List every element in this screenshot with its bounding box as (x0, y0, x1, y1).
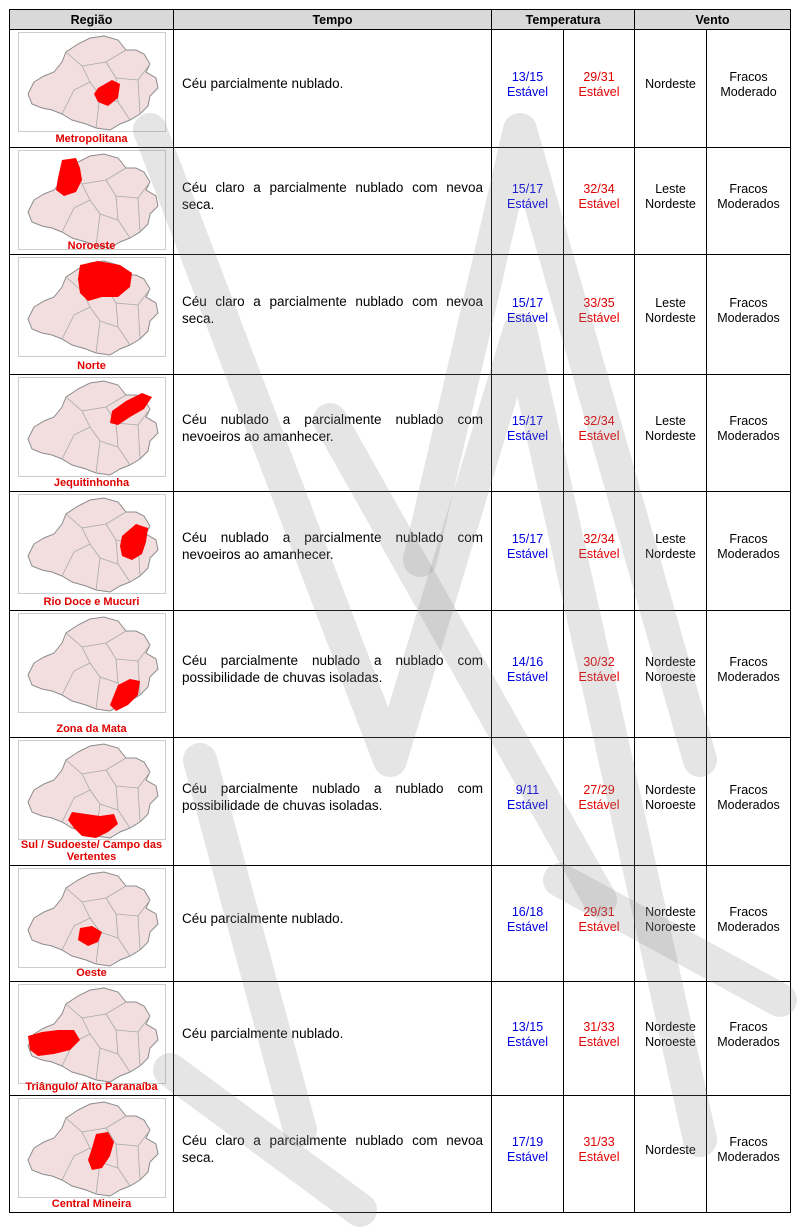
wind-direction: Nordeste (645, 197, 696, 211)
wind-direction: Nordeste (645, 1019, 696, 1034)
wind-speed: Moderados (717, 547, 780, 561)
wind-direction-block (635, 414, 706, 444)
min-temp-trend: Estável (507, 197, 548, 211)
wind-speed-cell (707, 1096, 791, 1213)
weather-cell (174, 866, 492, 982)
wind-direction: Leste (655, 414, 686, 428)
wind-speed-cell (707, 255, 791, 375)
min-temp-trend: Estável (507, 1034, 548, 1049)
min-temp-block (492, 182, 563, 212)
min-temp-value: 16/18 (511, 904, 544, 919)
forecast-row (10, 255, 791, 375)
region-name: Jequitinhonha (53, 477, 130, 489)
region-cell (10, 148, 174, 255)
wind-speed: Moderado (720, 84, 777, 99)
wind-direction-block (635, 1020, 706, 1050)
min-temp-value: 15/17 (511, 532, 544, 546)
max-temp-value: 27/29 (583, 782, 615, 797)
region-cell (10, 255, 174, 375)
wind-speed: Fracos (729, 295, 768, 310)
max-temp-cell (564, 30, 635, 148)
region-map (18, 150, 166, 250)
wind-direction-cell (635, 375, 707, 492)
region-cell (10, 30, 174, 148)
wind-direction-cell (635, 1096, 707, 1213)
region-map-image (18, 257, 166, 357)
wind-speed: Moderados (717, 310, 780, 325)
wind-direction-block (635, 296, 706, 326)
region-map-image (18, 740, 166, 840)
region-name: Metropolitana (55, 133, 128, 145)
wind-direction: Leste (655, 295, 686, 310)
max-temp-trend: Estável (578, 310, 620, 325)
wind-speed: Fracos (729, 904, 768, 919)
header-tempo: Tempo (174, 10, 492, 30)
min-temp-trend: Estável (507, 1150, 548, 1164)
min-temp-trend: Estável (507, 429, 548, 443)
region-map-image (18, 150, 166, 250)
region-name: Norte (77, 360, 106, 372)
min-temp-block (492, 296, 563, 326)
region-name: Triângulo/ Alto Paranaíba (25, 1081, 158, 1093)
max-temp-cell (564, 611, 635, 738)
wind-direction-cell (635, 492, 707, 611)
wind-speed: Fracos (729, 414, 768, 428)
min-temp-value: 13/15 (511, 1019, 544, 1034)
forecast-row (10, 148, 791, 255)
region-map (18, 494, 166, 594)
region-map (18, 740, 166, 840)
max-temp-cell (564, 866, 635, 982)
weather-description: Céu claro a parcialmente nublado com nevoa seca. (182, 180, 483, 212)
max-temp-cell (564, 148, 635, 255)
wind-speed: Moderados (717, 670, 780, 684)
weather-cell (174, 30, 492, 148)
min-temp-block (492, 783, 563, 813)
min-temp-value: 9/11 (515, 782, 540, 797)
region-map (18, 377, 166, 477)
wind-speed: Moderados (717, 197, 780, 211)
wind-speed-block (707, 414, 790, 444)
region-cell (10, 866, 174, 982)
weather-description: Céu claro a parcialmente nublado com nevoa seca. (182, 293, 483, 326)
min-temp-cell (492, 982, 564, 1096)
wind-direction-block (635, 655, 706, 685)
wind-speed-cell (707, 375, 791, 492)
region-cell (10, 611, 174, 738)
weather-cell (174, 611, 492, 738)
max-temp-value: 29/31 (583, 69, 615, 84)
wind-direction: Noroeste (645, 670, 696, 684)
wind-direction: Nordeste (645, 782, 696, 797)
wind-direction-cell (635, 30, 707, 148)
forecast-row (10, 611, 791, 738)
region-name: Central Mineira (51, 1198, 132, 1210)
min-temp-trend: Estável (507, 547, 548, 561)
region-name: Sul / Sudoeste/ Campo das Vertentes (20, 839, 163, 863)
region-cell (10, 492, 174, 611)
weather-cell (174, 738, 492, 866)
wind-speed-cell (707, 148, 791, 255)
wind-direction-cell (635, 611, 707, 738)
forecast-row (10, 30, 791, 148)
max-temp-cell (564, 1096, 635, 1213)
wind-speed: Fracos (729, 655, 768, 669)
wind-speed-block (707, 70, 790, 100)
weather-cell (174, 982, 492, 1096)
header-temperatura: Temperatura (492, 10, 635, 30)
wind-direction-cell (635, 866, 707, 982)
region-map (18, 32, 166, 132)
wind-speed-block (707, 905, 790, 935)
weather-description: Céu parcialmente nublado. (182, 911, 344, 926)
wind-direction: Noroeste (645, 797, 696, 812)
min-temp-cell (492, 30, 564, 148)
wind-speed: Moderados (717, 919, 780, 934)
max-temp-value: 31/33 (583, 1019, 615, 1034)
region-map (18, 257, 166, 357)
max-temp-trend: Estável (578, 797, 620, 812)
weather-description: Céu parcialmente nublado a nublado com possibilidade de chuvas isoladas. (182, 653, 483, 685)
min-temp-block (492, 905, 563, 935)
min-temp-block (492, 70, 563, 100)
max-temp-block (564, 70, 634, 100)
max-temp-block (564, 655, 634, 685)
region-map (18, 984, 166, 1084)
wind-speed-block (707, 182, 790, 212)
wind-direction-block (635, 77, 706, 92)
weather-cell (174, 492, 492, 611)
wind-direction: Leste (655, 182, 686, 196)
weather-cell (174, 375, 492, 492)
region-map-image (18, 613, 166, 713)
min-temp-value: 15/17 (511, 295, 544, 310)
wind-speed: Moderados (717, 1034, 780, 1049)
wind-speed-cell (707, 611, 791, 738)
region-name: Rio Doce e Mucuri (43, 596, 140, 608)
max-temp-value: 30/32 (583, 655, 615, 669)
max-temp-block (564, 532, 634, 562)
max-temp-value: 33/35 (583, 295, 615, 310)
weather-cell (174, 1096, 492, 1213)
max-temp-value: 32/34 (583, 414, 615, 428)
wind-direction-cell (635, 148, 707, 255)
wind-speed: Fracos (729, 1135, 768, 1149)
region-map-image (18, 377, 166, 477)
wind-speed-block (707, 296, 790, 326)
min-temp-value: 15/17 (511, 182, 544, 196)
region-name: Noroeste (67, 240, 116, 252)
wind-speed-cell (707, 866, 791, 982)
min-temp-cell (492, 611, 564, 738)
region-map-image (18, 984, 166, 1084)
weather-description: Céu nublado a parcialmente nublado com nevoeiros ao amanhecer. (182, 530, 483, 562)
header-regiao: Região (10, 10, 174, 30)
wind-speed: Moderados (717, 797, 780, 812)
wind-direction-cell (635, 982, 707, 1096)
forecast-table (9, 9, 791, 1213)
max-temp-value: 32/34 (583, 182, 615, 196)
region-name: Zona da Mata (56, 723, 127, 735)
wind-speed-cell (707, 982, 791, 1096)
max-temp-block (564, 296, 634, 326)
region-cell (10, 375, 174, 492)
region-map (18, 1098, 166, 1198)
region-name: Oeste (76, 967, 107, 979)
region-map-image (18, 494, 166, 594)
header-vento: Vento (635, 10, 791, 30)
wind-direction-block (635, 905, 706, 935)
min-temp-cell (492, 738, 564, 866)
weather-description: Céu parcialmente nublado a nublado com possibilidade de chuvas isoladas. (182, 780, 483, 813)
max-temp-trend: Estável (578, 919, 620, 934)
max-temp-trend: Estável (578, 197, 620, 211)
max-temp-block (564, 1135, 634, 1165)
weather-cell (174, 255, 492, 375)
min-temp-cell (492, 866, 564, 982)
min-temp-block (492, 1020, 563, 1050)
weather-cell (174, 148, 492, 255)
forecast-row (10, 1096, 791, 1213)
min-temp-cell (492, 375, 564, 492)
forecast-row (10, 492, 791, 611)
wind-direction: Nordeste (645, 547, 696, 561)
max-temp-trend: Estável (578, 1150, 620, 1164)
max-temp-trend: Estável (578, 1034, 620, 1049)
wind-direction-cell (635, 738, 707, 866)
min-temp-cell (492, 148, 564, 255)
max-temp-block (564, 1020, 634, 1050)
wind-speed-block (707, 1020, 790, 1050)
max-temp-cell (564, 738, 635, 866)
wind-speed-cell (707, 738, 791, 866)
min-temp-value: 17/19 (511, 1135, 544, 1149)
min-temp-block (492, 1135, 563, 1165)
weather-description: Céu claro a parcialmente nublado com nevoa seca. (182, 1133, 483, 1165)
wind-speed: Fracos (729, 532, 768, 546)
weather-description: Céu parcialmente nublado. (182, 76, 344, 91)
forecast-row (10, 738, 791, 866)
min-temp-block (492, 655, 563, 685)
max-temp-block (564, 783, 634, 813)
forecast-row (10, 375, 791, 492)
wind-direction: Noroeste (645, 919, 696, 934)
wind-direction: Leste (655, 532, 686, 546)
wind-direction-block (635, 182, 706, 212)
min-temp-trend: Estável (507, 84, 548, 99)
max-temp-value: 29/31 (583, 904, 615, 919)
min-temp-cell (492, 255, 564, 375)
max-temp-cell (564, 255, 635, 375)
weather-description: Céu parcialmente nublado. (182, 1026, 344, 1041)
min-temp-cell (492, 1096, 564, 1213)
max-temp-block (564, 182, 634, 212)
max-temp-trend: Estável (578, 429, 620, 443)
min-temp-block (492, 532, 563, 562)
region-map-image (18, 32, 166, 132)
max-temp-trend: Estável (578, 84, 620, 99)
wind-direction: Nordeste (645, 904, 696, 919)
wind-direction-block (635, 1143, 706, 1158)
region-map-image (18, 868, 166, 968)
wind-direction: Nordeste (645, 310, 696, 325)
forecast-row (10, 866, 791, 982)
min-temp-trend: Estável (507, 670, 548, 684)
max-temp-block (564, 905, 634, 935)
wind-direction: Noroeste (645, 1034, 696, 1049)
wind-speed-block (707, 1135, 790, 1165)
min-temp-trend: Estável (507, 919, 548, 934)
max-temp-value: 31/33 (583, 1135, 615, 1149)
region-cell (10, 982, 174, 1096)
min-temp-cell (492, 492, 564, 611)
region-map (18, 868, 166, 968)
wind-direction: Nordeste (645, 77, 696, 91)
wind-speed: Fracos (729, 182, 768, 196)
wind-speed-block (707, 532, 790, 562)
region-map (18, 613, 166, 713)
min-temp-trend: Estável (507, 310, 548, 325)
wind-speed-block (707, 783, 790, 813)
wind-direction: Nordeste (645, 429, 696, 443)
max-temp-trend: Estável (578, 670, 620, 684)
wind-speed: Fracos (729, 782, 768, 797)
wind-speed-cell (707, 30, 791, 148)
wind-direction: Nordeste (645, 1142, 696, 1157)
wind-direction-block (635, 783, 706, 813)
weather-description: Céu nublado a parcialmente nublado com nevoeiros ao amanhecer. (182, 412, 483, 444)
wind-speed: Fracos (729, 69, 768, 84)
min-temp-trend: Estável (507, 797, 548, 812)
min-temp-value: 14/16 (511, 655, 544, 669)
wind-speed-block (707, 655, 790, 685)
wind-speed: Moderados (717, 429, 780, 443)
max-temp-block (564, 414, 634, 444)
region-cell (10, 738, 174, 866)
max-temp-trend: Estável (578, 547, 620, 561)
forecast-row (10, 982, 791, 1096)
header-row (10, 10, 791, 30)
max-temp-cell (564, 375, 635, 492)
region-cell (10, 1096, 174, 1213)
wind-direction-block (635, 532, 706, 562)
min-temp-value: 13/15 (511, 69, 544, 84)
wind-speed: Moderados (717, 1150, 780, 1164)
wind-direction-cell (635, 255, 707, 375)
max-temp-value: 32/34 (583, 532, 615, 546)
wind-speed-cell (707, 492, 791, 611)
max-temp-cell (564, 492, 635, 611)
wind-direction: Nordeste (645, 655, 696, 669)
wind-speed: Fracos (729, 1019, 768, 1034)
max-temp-cell (564, 982, 635, 1096)
min-temp-value: 15/17 (511, 414, 544, 428)
min-temp-block (492, 414, 563, 444)
region-map-image (18, 1098, 166, 1198)
